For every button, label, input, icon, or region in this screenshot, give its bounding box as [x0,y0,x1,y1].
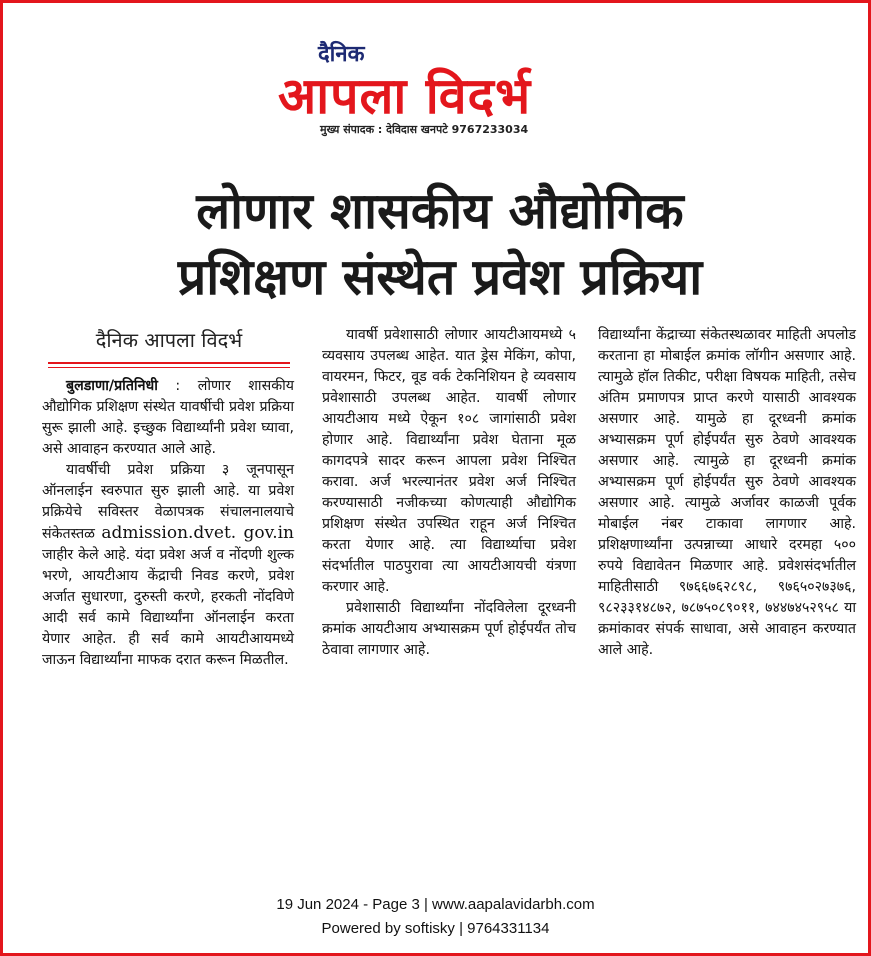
paragraph-text: : लोणार शासकीय औद्योगिक प्रशिक्षण संस्थेत यावर्षीची प्रवेश प्रक्रिया सुरू झाली आहे. इच्छुक विद्यार्थ्यांनी प्रवेश घ्यावा, असे आवाहन करण्यात आले आहे. [42,378,294,457]
article-paragraph [42,376,294,460]
paragraph-text: जाहीर केले आहे. यंदा प्रवेश अर्ज व नोंदणी शुल्क भरणे, आयटीआय केंद्राची निवड करणे, प्रवेश अर्जात सुधारणा, दुरुस्ती करणे, हरकती नोंदविणे आदी सर्व कामे विद्यार्थ्यांना ऑनलाईन करता येणार आहेत. ही सर्व कामे आयटीआयमध्ये जाऊन विद्यार्थ्यांना माफक दरात करून मिळतील. [42,547,294,668]
article-paragraph [42,460,294,671]
headline-line-2: प्रशिक्षण संस्थेत प्रवेश प्रक्रिया [177,248,703,306]
article-paragraph: यावर्षी प्रवेशासाठी लोणार आयटीआयमध्ये ५ व्यवसाय उपलब्ध आहेत. यात ड्रेस मेकिंग, कोपा, वायरमन, फिटर, वूड वर्क टेकनिशियन हे व्यवसाय प्रवेशासाठी उपलब्ध आहेत. यावर्षी लोणार आयटीआय मध्ये ऐकून १०८ जागांसाठी प्रवेश होणार आहे. विद्यार्थ्यांना प्रवेश घेताना मूळ कागदपत्रे सादर करून आपला प्रवेश निश्चित करावा. अर्ज भरल्यानंतर प्रवेश अर्ज निश्चित करण्यासाठी नजीकच्या कोणत्याही औद्योगिक प्रशिक्षण संस्थेत उपस्थित राहून अर्ज निश्चित करता येणार आहे. त्या विद्यार्थ्याचा प्रवेश संदर्भातील पाठपुरावा त्या आयटीआयची यंत्रणा करणार आहे. [322,327,576,595]
masthead-daily: दैनिक [318,42,365,67]
masthead-title: आपला विदर्भ [278,67,532,125]
article-column-1 [42,376,294,671]
paper-label: दैनिक आपला विदर्भ [95,328,243,352]
footer-date-page: 19 Jun 2024 - Page 3 | www.aapalavidarbh.com [276,896,595,913]
footer-powered-by: Powered by softisky | 9764331134 [321,920,550,937]
divider [48,362,290,364]
article-column-2 [322,325,576,661]
headline-line-1: लोणार शासकीय औद्योगिक [196,182,684,240]
website-link: admission.dvet. gov.in [101,523,294,543]
editor-label: मुख्य संपादक : [320,123,383,136]
masthead-editor [320,122,528,137]
divider [48,367,290,368]
article-paragraph: प्रवेशासाठी विद्यार्थ्यांना नोंदविलेला दूरध्वनी क्रमांक आयटीआय अभ्यासक्रम पूर्ण होईपर्यंत तोच ठेवावा लागणार आहे. [322,600,576,658]
dateline: बुलडाणा/प्रतिनिधी [66,378,158,394]
paragraph-text: यावर्षीची प्रवेश प्रक्रिया ३ जूनपासून ऑनलाईन स्वरुपात सुरु झाली आहे. या प्रवेश प्रक्रियेचे सविस्तर वेळापत्रक संचालनालयाचे संकेतस्तळ [42,462,294,542]
editor-value: देविदास खनपटे 9767233034 [386,123,529,136]
article-paragraph: विद्यार्थ्यांना केंद्राच्या संकेतस्थळावर माहिती अपलोड करताना हा मोबाईल क्रमांक लॉगीन असणार आहे. त्यामुळे हॉल तिकीट, परीक्षा विषयक माहिती, तसेच अंतिम प्रमाणपत्र प्राप्त करणे यासाठी आवश्यक असणार आहे. यामुळे हा दूरध्वनी क्रमांक अभ्यासक्रम पूर्ण होईपर्यंत सुरु ठेवणे आवश्यक असणार आहे. त्यामुळे हा दूरध्वनी क्रमांक अभ्यासक्रम पूर्ण होईपर्यंत सुरु ठेवणे आवश्यक असणार आहे. त्यामुळे अर्जावर काळजी पूर्वक मोबाईल नंबर टाकावा लागणार आहे. प्रशिक्षणार्थ्यांना उत्पन्नाच्या आधारे दरमहा ५०० रुपये विद्यावेतन मिळणार आहे. प्रवेशसंदर्भातील माहितीसाठी ९७६६७६२८९८, ९७६५०२७३७६, ९८२३३१४८७२, ७८७५०८९०११, ७४४७४५२९५८ या क्रमांकावर संपर्क साधावा, असे आवाहन करण्यात आले आहे. [598,327,856,658]
article-column-3 [598,325,856,661]
masthead [270,32,610,142]
